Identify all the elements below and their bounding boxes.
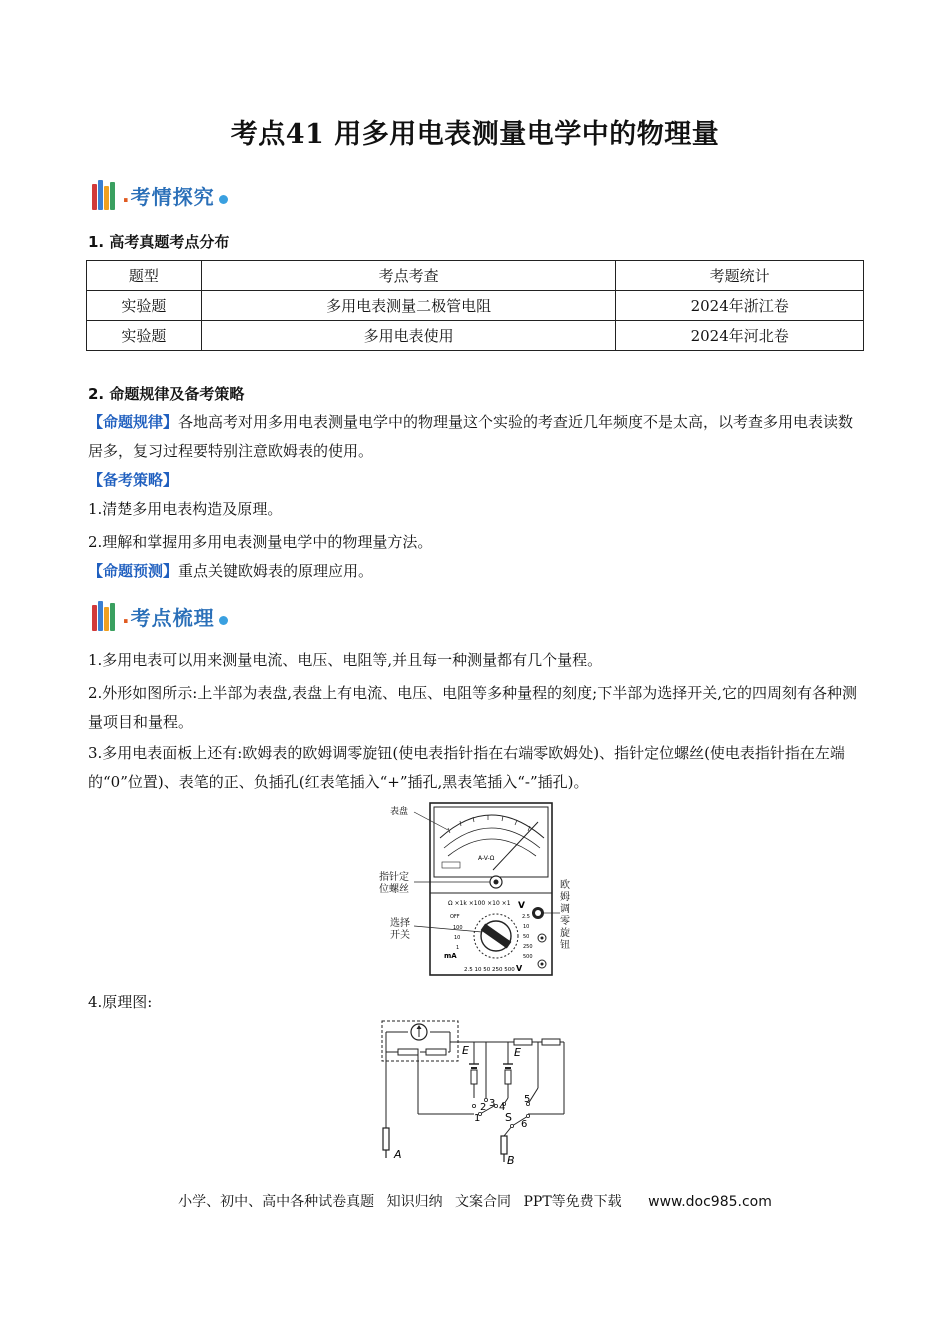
- page-footer: [0, 1191, 950, 1211]
- resistor-icon: [514, 1039, 532, 1045]
- off-label: OFF: [450, 914, 460, 920]
- knob-label: 欧 姆 调 零 旋 钮: [560, 880, 570, 951]
- point-4: 4.原理图:: [88, 993, 153, 1011]
- terminal-number: 5: [524, 1094, 531, 1105]
- right-scale-label: 10: [523, 924, 530, 930]
- banner-text: 考点梳理: [130, 605, 215, 630]
- dial-label: 表盘: [390, 807, 409, 817]
- table-cell: 2024年浙江卷: [616, 291, 864, 321]
- right-scale-label: 2.5: [522, 914, 530, 920]
- terminal-number: 3: [489, 1098, 496, 1109]
- rule-text: 各地高考对用多用电表测量电学中的物理量这个实验的考查近几年频度不是太高，以考查多用电表读数居多，复习过程要特别注意欧姆表的使用。: [88, 413, 854, 460]
- probe-icon: [501, 1136, 507, 1154]
- books-icon: [92, 180, 116, 210]
- meter-face-label: A-V-Ω: [478, 855, 495, 862]
- page-title: 考点41 用多用电表测量电学中的物理量: [230, 119, 720, 150]
- terminal-number: 1: [474, 1113, 481, 1124]
- table-cell: 2024年河北卷: [616, 321, 864, 351]
- rheostat-icon: [505, 1070, 511, 1084]
- section-heading-strategy: 2. 命题规律及备考策略: [88, 385, 245, 403]
- table-header: 题型: [87, 261, 202, 291]
- banner-text: 考情探究: [130, 184, 215, 209]
- table-cell: 多用电表测量二极管电阻: [201, 291, 615, 321]
- predict-tag: 【命题预测】: [88, 562, 179, 580]
- resistor-icon: [426, 1049, 446, 1055]
- terminal-number: 2: [480, 1102, 487, 1113]
- point-1: 1.多用电表可以用来测量电流、电压、电阻等,并且每一种测量都有几个量程。: [88, 651, 603, 669]
- predict-text: 重点关键欧姆表的原理应用。: [178, 562, 374, 580]
- point-2: 2.外形如图所示:上半部为表盘,表盘上有电流、电压、电阻等多种量程的刻度;下半部为选择开关,它的四周刻有各种测量项目和量程。: [88, 684, 857, 731]
- footer-text: 知识归纳: [386, 1194, 443, 1210]
- section-banner-exam-analysis: . 考情探究: [92, 177, 228, 213]
- circuit-diagram: [378, 1018, 574, 1168]
- ohm-range-label: Ω ×1k ×100 ×10 ×1: [448, 900, 511, 907]
- strategy-item: 1.清楚多用电表构造及原理。: [88, 500, 283, 518]
- rule-tag: 【命题规律】: [88, 413, 179, 431]
- terminal-b-label: B: [507, 1154, 515, 1167]
- table-cell: 多用电表使用: [201, 321, 615, 351]
- table-row: [87, 291, 864, 321]
- terminal-number: 4: [499, 1102, 506, 1113]
- e2-label: E: [514, 1046, 521, 1059]
- footer-site-link[interactable]: www.doc985.com: [648, 1194, 772, 1210]
- bottom-scale-label: 2.5 10 50 250 500: [464, 967, 515, 973]
- exam-distribution-table: [86, 260, 864, 351]
- rule-paragraph: [88, 408, 864, 466]
- table-cell: 实验题: [87, 321, 202, 351]
- switch-label: 选择 开关: [390, 918, 410, 941]
- strategy-tag-line: [88, 466, 864, 495]
- right-scale-label: 50: [523, 934, 530, 940]
- books-icon: [92, 601, 116, 631]
- screw-label: 指针定 位螺丝: [379, 872, 409, 895]
- table-cell: 实验题: [87, 291, 202, 321]
- resistor-icon: [542, 1039, 560, 1045]
- strategy-tag: 【备考策略】: [88, 471, 179, 489]
- terminal-number: 6: [521, 1119, 528, 1130]
- right-scale-label: 250: [523, 944, 533, 950]
- table-header: 考题统计: [616, 261, 864, 291]
- ma-label: mA: [444, 952, 457, 960]
- section-banner-key-points: . 考点梳理: [92, 598, 228, 634]
- predict-paragraph: [88, 557, 864, 586]
- footer-text: 小学、初中、高中各种试卷真题: [178, 1194, 375, 1210]
- left-scale-label: 1: [456, 945, 460, 951]
- dot-icon: [219, 616, 228, 625]
- e1-label: E: [462, 1044, 469, 1057]
- section-heading-distribution: 1. 高考真题考点分布: [88, 233, 230, 251]
- strategy-item: 2.理解和掌握用多用电表测量电学中的物理量方法。: [88, 533, 433, 551]
- table-header-row: [87, 261, 864, 291]
- footer-text: PPT等免费下载: [523, 1194, 622, 1210]
- svg-text:V: V: [516, 964, 523, 973]
- probe-icon: [383, 1128, 389, 1150]
- left-scale-label: 10: [454, 935, 461, 941]
- rheostat-icon: [471, 1070, 477, 1084]
- point-3: 3.多用电表面板上还有:欧姆表的欧姆调零旋钮(使电表指针指在右端零欧姆处)、指针定位螺丝(使电表指针指在左端的“0”位置)、表笔的正、负插孔(红表笔插入“+”插孔,黑表笔插入“-”插孔)。: [88, 744, 845, 791]
- left-scale-label: 100: [453, 925, 463, 931]
- table-row: [87, 321, 864, 351]
- resistor-icon: [398, 1049, 418, 1055]
- right-scale-label: 500: [523, 954, 533, 960]
- terminal-a-label: A: [394, 1148, 402, 1161]
- table-header: 考点考查: [201, 261, 615, 291]
- switch-s-label: S: [505, 1111, 512, 1124]
- footer-text: 文案合同: [455, 1194, 512, 1210]
- dot-icon: [219, 195, 228, 204]
- v-label: V: [518, 901, 525, 911]
